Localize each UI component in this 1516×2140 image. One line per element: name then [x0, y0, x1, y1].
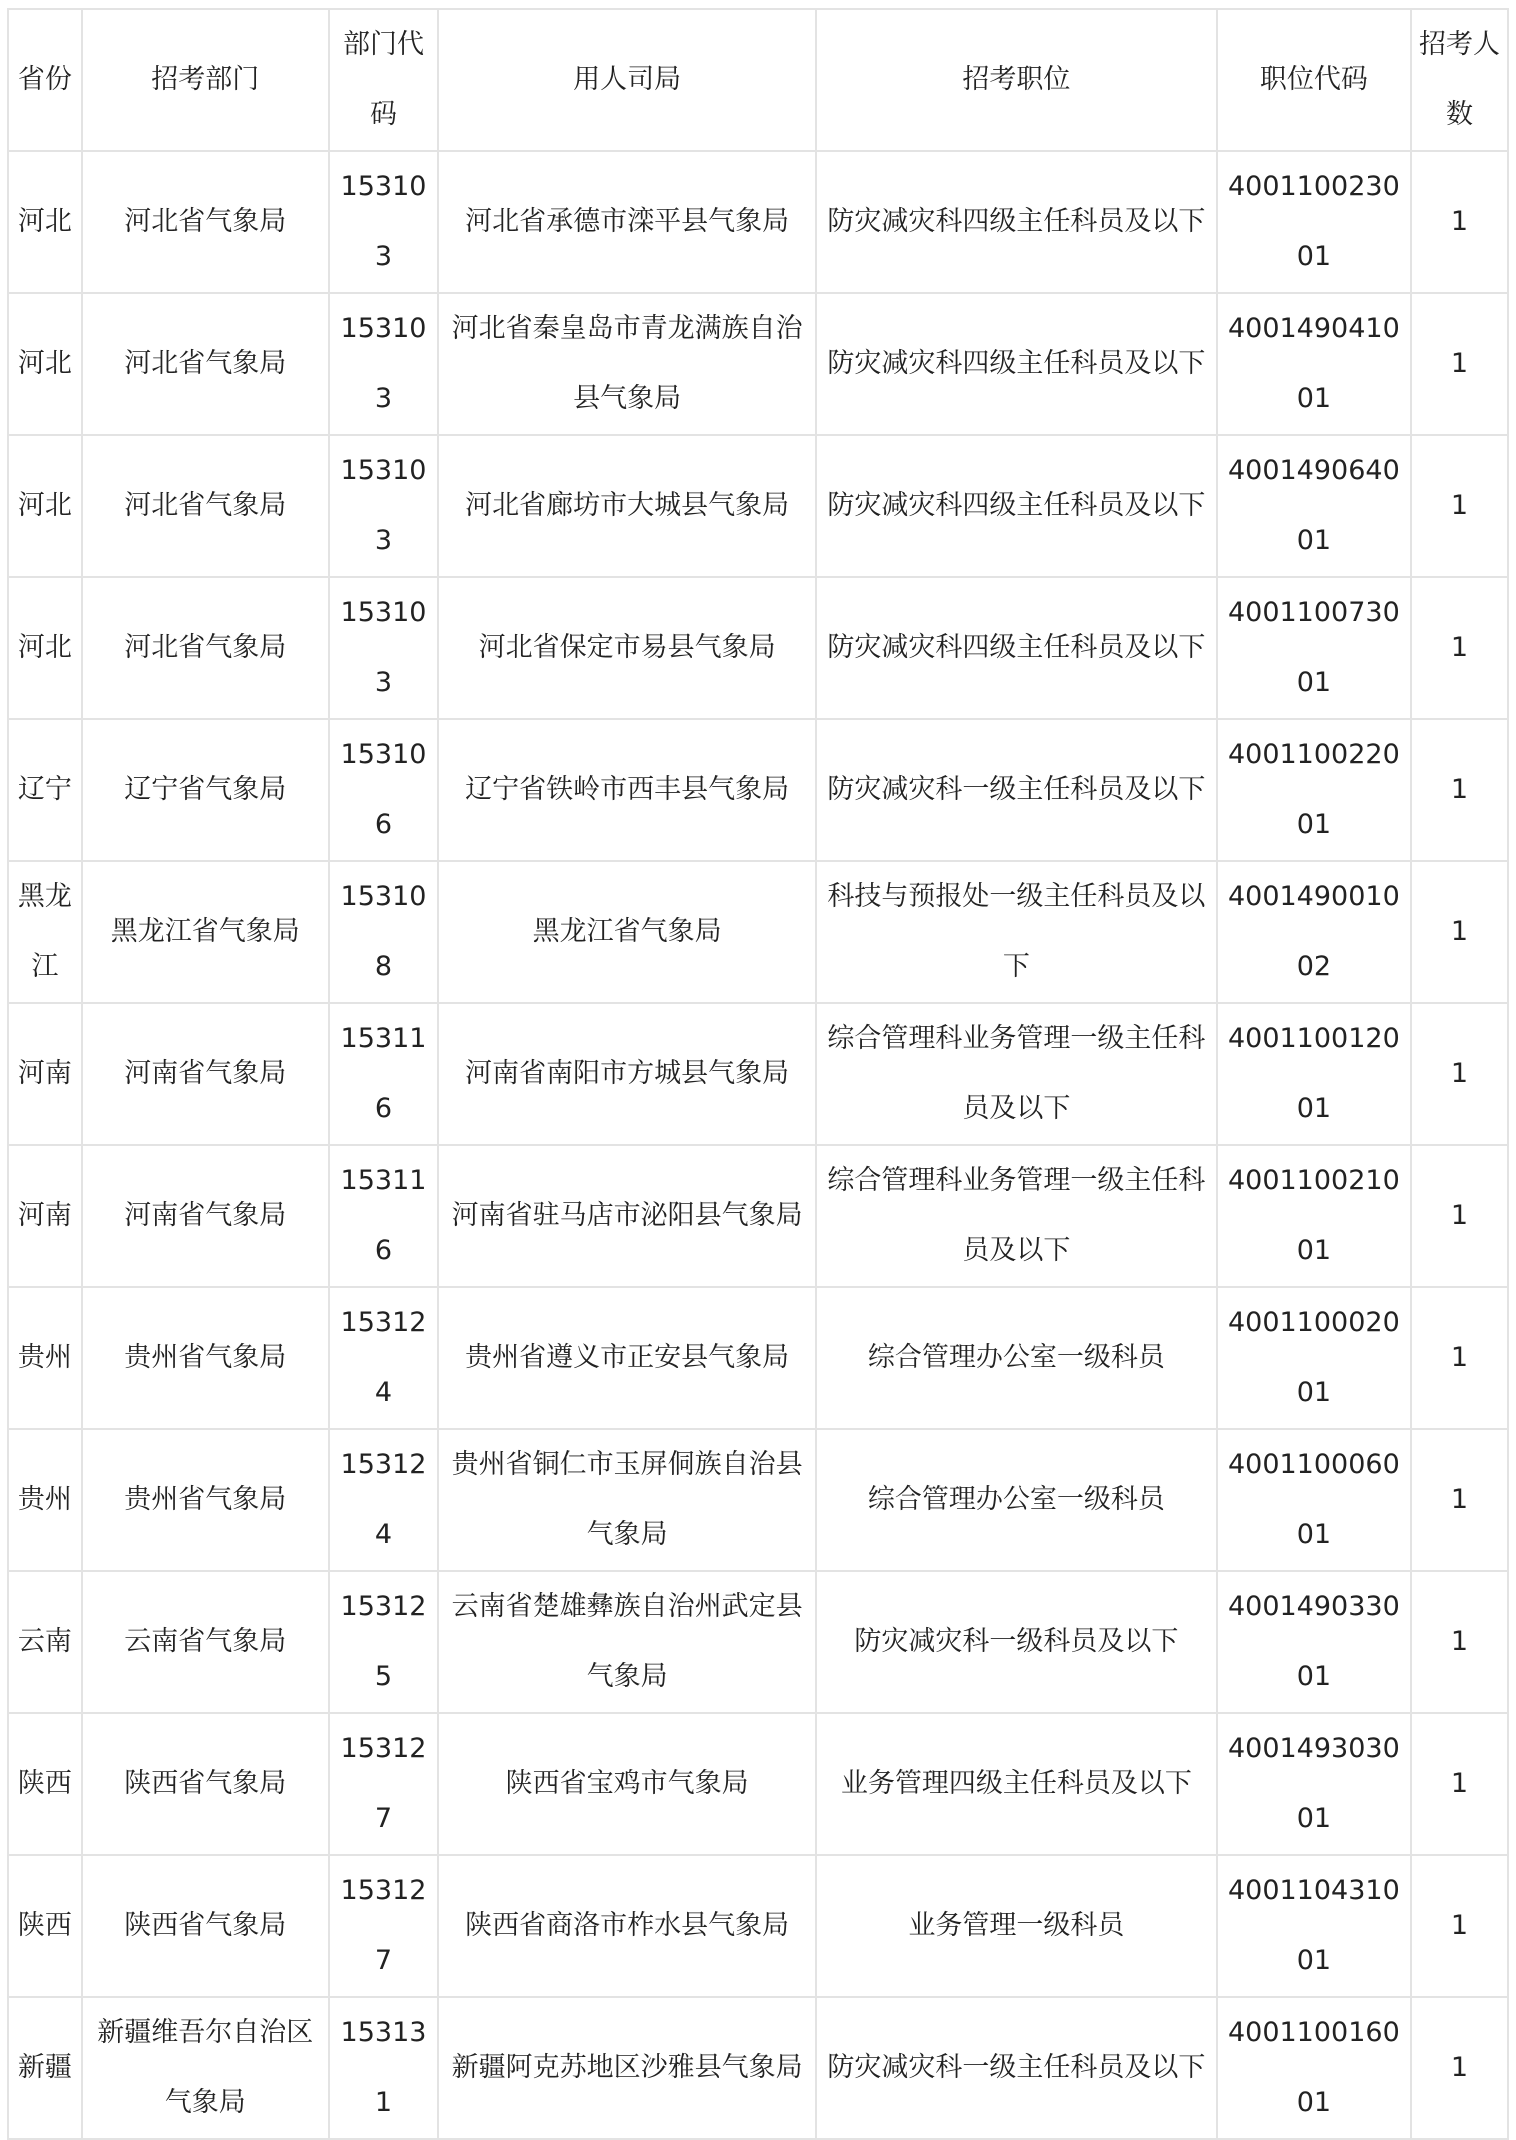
cell-dept: 贵州省气象局 [82, 1287, 329, 1429]
header-position: 招考职位 [816, 9, 1217, 151]
table-row [8, 1145, 1508, 1287]
cell-bureau: 河北省廊坊市大城县气象局 [438, 435, 816, 577]
recruitment-table [7, 8, 1509, 2140]
cell-count: 1 [1411, 1003, 1508, 1145]
cell-province: 辽宁 [8, 719, 82, 861]
cell-province: 河南 [8, 1145, 82, 1287]
cell-position-code: 400149064001 [1217, 435, 1411, 577]
cell-province: 新疆 [8, 1997, 82, 2139]
cell-position: 综合管理科业务管理一级主任科员及以下 [816, 1145, 1217, 1287]
cell-bureau: 河北省秦皇岛市青龙满族自治县气象局 [438, 293, 816, 435]
cell-dept: 陕西省气象局 [82, 1713, 329, 1855]
cell-position: 防灾减灾科一级科员及以下 [816, 1571, 1217, 1713]
cell-count: 1 [1411, 861, 1508, 1003]
cell-position-code: 400149033001 [1217, 1571, 1411, 1713]
cell-count: 1 [1411, 1145, 1508, 1287]
header-province: 省份 [8, 9, 82, 151]
cell-dept: 河北省气象局 [82, 293, 329, 435]
recruitment-table-container [7, 8, 1509, 2140]
cell-count: 1 [1411, 1429, 1508, 1571]
cell-dept: 河南省气象局 [82, 1145, 329, 1287]
cell-count: 1 [1411, 151, 1508, 293]
cell-dept: 河北省气象局 [82, 577, 329, 719]
cell-position-code: 400110002001 [1217, 1287, 1411, 1429]
cell-count: 1 [1411, 293, 1508, 435]
cell-count: 1 [1411, 577, 1508, 719]
cell-dept: 辽宁省气象局 [82, 719, 329, 861]
cell-province: 陕西 [8, 1855, 82, 1997]
cell-dept-code: 153124 [329, 1429, 439, 1571]
cell-dept: 新疆维吾尔自治区气象局 [82, 1997, 329, 2139]
cell-count: 1 [1411, 1713, 1508, 1855]
table-row [8, 151, 1508, 293]
cell-dept: 黑龙江省气象局 [82, 861, 329, 1003]
cell-position-code: 400110073001 [1217, 577, 1411, 719]
table-row [8, 1855, 1508, 1997]
table-row [8, 1713, 1508, 1855]
cell-bureau: 河北省承德市滦平县气象局 [438, 151, 816, 293]
table-row [8, 435, 1508, 577]
cell-bureau: 陕西省宝鸡市气象局 [438, 1713, 816, 1855]
header-position-code: 职位代码 [1217, 9, 1411, 151]
cell-dept-code: 153103 [329, 435, 439, 577]
cell-bureau: 黑龙江省气象局 [438, 861, 816, 1003]
cell-bureau: 贵州省铜仁市玉屏侗族自治县气象局 [438, 1429, 816, 1571]
cell-province: 黑龙江 [8, 861, 82, 1003]
cell-position-code: 400110016001 [1217, 1997, 1411, 2139]
table-row [8, 293, 1508, 435]
cell-province: 河南 [8, 1003, 82, 1145]
table-row [8, 1429, 1508, 1571]
cell-position-code: 400110431001 [1217, 1855, 1411, 1997]
cell-province: 河北 [8, 577, 82, 719]
cell-dept-code: 153103 [329, 577, 439, 719]
cell-position: 防灾减灾科四级主任科员及以下 [816, 435, 1217, 577]
cell-dept-code: 153116 [329, 1003, 439, 1145]
table-row [8, 1571, 1508, 1713]
cell-dept: 陕西省气象局 [82, 1855, 329, 1997]
cell-position-code: 400149001002 [1217, 861, 1411, 1003]
cell-dept-code: 153108 [329, 861, 439, 1003]
cell-bureau: 贵州省遵义市正安县气象局 [438, 1287, 816, 1429]
cell-province: 陕西 [8, 1713, 82, 1855]
cell-province: 河北 [8, 435, 82, 577]
cell-position: 业务管理一级科员 [816, 1855, 1217, 1997]
cell-province: 贵州 [8, 1429, 82, 1571]
cell-position-code: 400149303001 [1217, 1713, 1411, 1855]
cell-province: 河北 [8, 151, 82, 293]
cell-bureau: 陕西省商洛市柞水县气象局 [438, 1855, 816, 1997]
cell-province: 贵州 [8, 1287, 82, 1429]
cell-count: 1 [1411, 1287, 1508, 1429]
cell-count: 1 [1411, 1855, 1508, 1997]
cell-dept-code: 153116 [329, 1145, 439, 1287]
cell-position-code: 400110021001 [1217, 1145, 1411, 1287]
cell-dept: 云南省气象局 [82, 1571, 329, 1713]
cell-position-code: 400110012001 [1217, 1003, 1411, 1145]
cell-dept-code: 153131 [329, 1997, 439, 2139]
header-count: 招考人数 [1411, 9, 1508, 151]
cell-position: 综合管理办公室一级科员 [816, 1429, 1217, 1571]
header-dept-code: 部门代码 [329, 9, 439, 151]
table-body [8, 151, 1508, 2139]
cell-dept-code: 153103 [329, 293, 439, 435]
cell-count: 1 [1411, 719, 1508, 861]
cell-bureau: 新疆阿克苏地区沙雅县气象局 [438, 1997, 816, 2139]
cell-dept-code: 153124 [329, 1287, 439, 1429]
cell-position-code: 400110022001 [1217, 719, 1411, 861]
cell-bureau: 辽宁省铁岭市西丰县气象局 [438, 719, 816, 861]
cell-position: 科技与预报处一级主任科员及以下 [816, 861, 1217, 1003]
cell-position-code: 400110006001 [1217, 1429, 1411, 1571]
cell-count: 1 [1411, 1997, 1508, 2139]
cell-position: 综合管理科业务管理一级主任科员及以下 [816, 1003, 1217, 1145]
cell-position-code: 400110023001 [1217, 151, 1411, 293]
cell-position: 业务管理四级主任科员及以下 [816, 1713, 1217, 1855]
cell-province: 河北 [8, 293, 82, 435]
cell-position: 防灾减灾科一级主任科员及以下 [816, 1997, 1217, 2139]
cell-dept: 河北省气象局 [82, 151, 329, 293]
table-row [8, 1003, 1508, 1145]
cell-dept: 河南省气象局 [82, 1003, 329, 1145]
cell-dept-code: 153106 [329, 719, 439, 861]
cell-position: 防灾减灾科一级主任科员及以下 [816, 719, 1217, 861]
cell-bureau: 河南省驻马店市泌阳县气象局 [438, 1145, 816, 1287]
header-bureau: 用人司局 [438, 9, 816, 151]
cell-bureau: 云南省楚雄彝族自治州武定县气象局 [438, 1571, 816, 1713]
cell-position: 防灾减灾科四级主任科员及以下 [816, 293, 1217, 435]
cell-bureau: 河南省南阳市方城县气象局 [438, 1003, 816, 1145]
cell-dept-code: 153127 [329, 1855, 439, 1997]
cell-dept: 河北省气象局 [82, 435, 329, 577]
cell-dept-code: 153125 [329, 1571, 439, 1713]
cell-count: 1 [1411, 1571, 1508, 1713]
table-row [8, 577, 1508, 719]
cell-position: 综合管理办公室一级科员 [816, 1287, 1217, 1429]
cell-dept: 贵州省气象局 [82, 1429, 329, 1571]
cell-dept-code: 153103 [329, 151, 439, 293]
cell-bureau: 河北省保定市易县气象局 [438, 577, 816, 719]
table-header-row [8, 9, 1508, 151]
table-row [8, 719, 1508, 861]
header-dept: 招考部门 [82, 9, 329, 151]
cell-position: 防灾减灾科四级主任科员及以下 [816, 151, 1217, 293]
cell-count: 1 [1411, 435, 1508, 577]
cell-position-code: 400149041001 [1217, 293, 1411, 435]
table-row [8, 1997, 1508, 2139]
cell-province: 云南 [8, 1571, 82, 1713]
table-row [8, 1287, 1508, 1429]
table-row [8, 861, 1508, 1003]
cell-position: 防灾减灾科四级主任科员及以下 [816, 577, 1217, 719]
cell-dept-code: 153127 [329, 1713, 439, 1855]
